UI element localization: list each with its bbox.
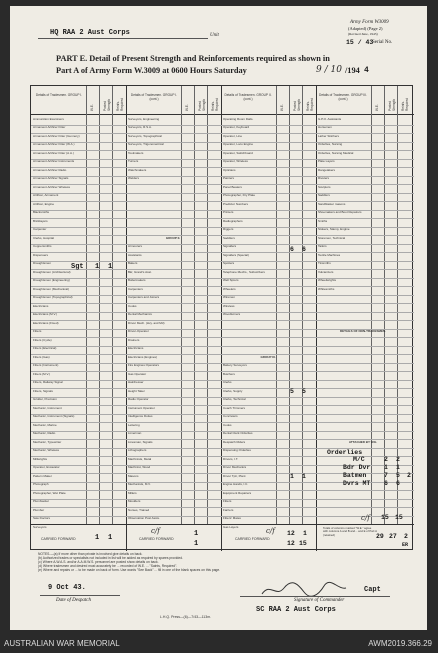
form-note: (Revised June, 1943) [348, 32, 378, 36]
clerks-strength: 5 [302, 388, 306, 395]
trade-row-label: Saddlers [223, 236, 235, 240]
trade-row-label: Wheelers [223, 287, 236, 291]
strength-table [30, 85, 413, 550]
trade-row-label: Mechanic, Radio [33, 432, 56, 435]
trade-row-label: Observation Post Assts. [128, 517, 160, 520]
orderlies-label: Orderlies [327, 449, 363, 456]
year-label: /194 [345, 66, 360, 75]
archive-name: AUSTRALIAN WAR MEMORIAL [4, 639, 120, 648]
totals-note: Totals of columns marked "W.E." agree with columns A and B and... and E of Part A (retained) [323, 526, 377, 537]
trade-row-label: Moulders [128, 500, 141, 503]
trade-row-label: Driver-Operator [128, 330, 149, 333]
trade-row-label: Plumber [33, 508, 45, 512]
trade-row-label: Saddlers [318, 194, 330, 197]
despatch-date: 9 Oct 43. [48, 584, 86, 592]
trade-row-label: Dental Mechanics [128, 313, 152, 316]
cf-strength: 15 [395, 514, 403, 521]
trade-row-label: Assistants [128, 253, 142, 257]
trade-row-label: Panel Beaters [223, 185, 242, 189]
trade-row-label: Telephone Mechs., Subscribers [223, 270, 265, 274]
unit-stamp: SC RAA 2 Aust Corps [256, 606, 336, 614]
draughtsmen-strength: 1 [108, 263, 113, 271]
cf1-strength: 1 [108, 534, 113, 542]
carried-forward-2: CARRIED FORWARD [139, 537, 174, 541]
trade-row-label: Clerks [223, 381, 232, 384]
trade-row-label: Electricians [128, 347, 144, 350]
unit-value: HQ RAA 2 Aust Corps [50, 29, 130, 37]
trade-row-label: Cooks [223, 423, 232, 427]
trade-row-label: Orderlies, Nursing [318, 143, 343, 146]
trade-row-label: Engine Hands, I.C. [223, 483, 249, 486]
trade-row-label: Cooks [128, 304, 137, 308]
trade-row-label: Surveyors, Topographical [128, 134, 162, 138]
dvrs-mt-strength: 6 [396, 480, 400, 487]
trade-row-label: Lettering [128, 423, 140, 427]
trade-row-label: Fitters (Gas) [33, 355, 50, 359]
batmen-reinf: 2 [407, 472, 411, 479]
trade-row-label: Vulcanizers [318, 270, 334, 274]
trade-row-label: Drivers, I.T. [223, 457, 239, 461]
trade-row-label: Armament Artificer Signals [33, 177, 69, 180]
trade-row-label: Gas Layers [223, 525, 239, 529]
trade-row-label: Nurses, Trained [128, 508, 150, 512]
cf3-hand: c/f [266, 527, 275, 535]
driver-mech-strength: 1 [302, 473, 306, 480]
cf3-strength: 12 [287, 540, 295, 547]
trade-row-label: Instrument Operator [128, 406, 155, 410]
carried-forward-1: CARRIED FORWARD [41, 537, 76, 541]
trade-row-label: Operator, Keyboard [223, 126, 250, 129]
printer-line: L.H.Q. Press—(6)—7/43—113m. [160, 615, 212, 619]
subheader-reinf: Reinfs. Required [306, 98, 314, 111]
trade-row-label: Plumbsetter [33, 500, 50, 503]
note-line: (c) Where A.W.A.S. and/or A.A.M.W.S. personnel are posted show details on back. [38, 560, 159, 564]
subheader-strength: Posted Strength [388, 98, 396, 111]
trade-row-label: Fitters' Mates [223, 517, 241, 520]
trade-row-label: Photographer, Wet Plate [33, 491, 66, 495]
trade-row-label: G.P.O. Assistants [318, 117, 342, 121]
draughtsmen-we: 1 [95, 263, 100, 271]
trade-row-label: GROUP III. [260, 355, 276, 359]
trade-row-label: Photographer, Dry Plate [223, 194, 256, 197]
trade-row-label: Driver Mech. (Hvy. and Md) [128, 321, 165, 325]
orderlies-sub: M/C [353, 456, 365, 463]
commander-rank: Capt [364, 586, 381, 594]
totals-strength: 27 [389, 533, 397, 540]
draughtsmen-rank: Sgt [71, 263, 84, 271]
trade-row-label: Draughtsmen (Topographical) [33, 296, 73, 299]
signature-label: Signature of Commander [294, 598, 345, 603]
batmen-strength: 5 [396, 472, 400, 479]
cf3-we: 12 [287, 530, 295, 537]
trade-row-label: Smiths [318, 219, 328, 223]
signallers-we: 6 [290, 246, 294, 253]
trade-row-label: Fitters [223, 500, 232, 503]
trade-row-label: Electricians (M.V.) [33, 313, 58, 316]
trade-row-label: Fitters (Instrument) [33, 364, 59, 367]
trade-row-label: Lather Stitchers [318, 134, 340, 138]
trade-row-label: Blacksmiths [33, 211, 50, 214]
serial-value: 15 / 43 [346, 39, 374, 46]
totals-we: 29 [376, 533, 384, 540]
dvrs-mt-label: Dvrs MT [343, 480, 371, 487]
subheader-we: W.E. [280, 104, 284, 111]
form-ref: Army Form W3009 [350, 20, 389, 25]
trade-row-label: Bkr, Grand's Asst. [128, 270, 152, 274]
trade-row-label: Surveyors, Engineering [128, 117, 160, 121]
trade-row-label: Limerman [128, 432, 142, 435]
trade-row-label: Lithographers [128, 449, 147, 452]
trade-row-label: Printers [223, 211, 234, 214]
trade-row-label: Millers [128, 491, 137, 495]
orderlies-we: 2 [384, 456, 388, 463]
trade-row-label: Textile Machines [318, 253, 341, 257]
signallers-strength: 6 [302, 246, 306, 253]
subheader-reinf: Reinfs. Required [211, 98, 219, 111]
trade-row-label: Operator, Loco Engine [223, 143, 254, 146]
trade-row-label: Saw Doctors [33, 517, 51, 520]
trade-row-label: Drainers [128, 338, 140, 342]
batmen-we: 7 [384, 472, 388, 479]
trade-row-label: Carpenter [33, 228, 47, 231]
trade-row-label: Plate Layers [318, 160, 335, 163]
trade-row-label: Watchmakers [128, 168, 147, 172]
col3-title: Details of Tradesmen. GROUP II. (cont.) [224, 93, 272, 101]
archive-footer [0, 633, 438, 653]
trade-row-label: Armament Artificer Instruments [33, 160, 75, 163]
trade-row-label: Masons [128, 474, 139, 478]
trade-row-label: Battery Surveyors [223, 364, 247, 367]
carried-forward-3: CARRIED FORWARD [235, 537, 270, 541]
trade-row-label: Electricians (Engines) [128, 355, 158, 359]
trade-row-label: Orderlies, Nursing Medical [318, 151, 354, 155]
trade-row-label: Armourers [128, 245, 143, 248]
trade-row-label: Electricians (Fixed) [33, 321, 59, 325]
trade-row-label: Wiremen [223, 296, 236, 299]
trade-row-label: Height Taker [128, 389, 145, 393]
trade-row-label: Millwrights [33, 457, 48, 461]
trade-row-label: Mechanic, Marine [33, 423, 57, 427]
trade-row-label: Fitters (Electrical) [33, 347, 57, 350]
trade-row-label: Toolmakers [128, 151, 144, 155]
cf2-we: 1 [194, 530, 199, 538]
subheader-we: W.E. [375, 104, 379, 111]
bdr-dvr-label: Bdr Dvr [343, 464, 371, 471]
trade-row-label: Whitesmiths [318, 287, 335, 291]
trade-row-label: Farriers [223, 508, 234, 512]
trade-row-label: Tinsmiths [318, 262, 331, 265]
trade-row-label: Rangetakers [318, 168, 336, 172]
col2-title: Details of Tradesmen. GROUP I. (cont.) [130, 93, 178, 101]
commander-signature [260, 580, 350, 600]
trade-row-label: Butchers [223, 372, 235, 376]
trade-row-label: Clerks, Hospital [33, 236, 55, 240]
trade-row-label: Shoemakers and Boot Repairers [318, 211, 362, 214]
trade-row-label: Surveyors [33, 525, 47, 529]
trade-row-label: Storemen, Technical [318, 236, 346, 240]
trade-row-label: Welders [128, 177, 139, 180]
trade-row-label: Artificer, Engine [33, 202, 55, 206]
note-line: (b) Authorized trades or specialists not included in list will be added as required by spares provided. [38, 556, 183, 560]
trade-row-label: Draughtsmen (Architectural) [33, 270, 71, 274]
trade-row-label: Electricians [33, 304, 49, 308]
trade-row-label: Wheelwrights [318, 279, 337, 282]
trade-row-label: Riggers [223, 228, 234, 231]
trade-row-label: Machinist, Wood [128, 466, 151, 469]
trade-row-label: ATTACHED BY W.E. [348, 440, 378, 444]
subheader-strength: Posted Strength [198, 98, 206, 111]
trade-row-label: Photograph [33, 483, 49, 486]
serial-label: Serial No. [372, 40, 393, 45]
trade-row-label: Surveyors, Trigonometrical [128, 143, 164, 146]
trade-row-label: Linesman, Signals [128, 440, 153, 444]
trade-row-label: Machinists, Metal [128, 457, 152, 461]
trade-row-label: Armament Artificer Fitter (W.A.) [33, 143, 75, 146]
trade-row-label: Despatch Riders [223, 440, 246, 444]
trade-row-label: Armament Artificer Fitter [33, 126, 66, 129]
bdr-dvr-strength: 1 [396, 464, 400, 471]
trade-row-label: Ammunition Examiners [33, 117, 64, 121]
trade-row-label: Well Sprers [223, 279, 239, 282]
trade-row-label: Coppersmiths [33, 245, 52, 248]
trade-row-label: Operator, Switchboard [223, 151, 253, 155]
trade-row-label: Draughtsmen (Engineering) [33, 279, 70, 282]
trade-row-label: Equipment Repairers [223, 491, 252, 495]
date-value: 9 / 10 [316, 65, 342, 75]
trade-row-label: Gas Operator [128, 372, 147, 376]
trade-row-label: Bricklayers [33, 219, 48, 223]
trade-row-label: Spotters [223, 262, 235, 265]
trade-row-label: Bakers [128, 262, 138, 265]
form-page [10, 6, 427, 630]
totals-reinf: 2 [404, 533, 408, 540]
trade-row-label: Mechanists, M.V. [128, 483, 151, 486]
trade-row-label: Fitters [33, 330, 42, 333]
trade-row-label: Driver Mechanics [223, 466, 247, 469]
form-adapted: (Adapted) (Page 2) [348, 26, 383, 31]
trade-row-label: Operating Room Dails. [223, 117, 254, 121]
trade-row-label: Mechanic, Wireless [33, 449, 60, 452]
trade-row-label: Operator, Excavator [33, 466, 60, 469]
trade-row-label: Radiographers [223, 219, 243, 223]
trade-row-label: Fitters (Cycle) [33, 338, 52, 342]
trade-row-label: Fitters (M.V.) [33, 372, 51, 376]
orderlies-strength: 2 [396, 456, 400, 463]
trade-row-label: Radio Operator [128, 398, 149, 401]
trade-row-label: Mechanic, Instrument [33, 406, 62, 410]
despatch-label: Date of Despatch [56, 598, 91, 603]
trade-row-label: Driver Tptr, Plant [223, 474, 246, 478]
trade-row-label: Wireless [223, 304, 235, 308]
trade-row-label: Carpenters [128, 287, 143, 291]
trade-row-label: Pattern Maker [33, 474, 52, 478]
trade-row-label: Carpenters and Joiners [128, 296, 160, 299]
bdr-dvr-we: 1 [384, 464, 388, 471]
clerks-we: 5 [290, 388, 294, 395]
trade-row-label: Sculptors [318, 185, 331, 189]
trade-row-label: Opticians [223, 168, 236, 172]
subheader-strength: Posted Strength [293, 98, 301, 111]
dvrs-mt-we: 6 [384, 480, 388, 487]
cf3-reinf: 1 [303, 530, 307, 537]
trade-row-label: Dental Clerk Orderlies [223, 432, 253, 435]
trade-row-label: DETAILS OF NON-TRADESMEN. [340, 330, 386, 333]
note-line: NOTES.—(a) If more other than private is involved give details on back. [38, 552, 143, 556]
trade-row-label: Armament Artificer Radio [33, 168, 67, 172]
trade-row-label: Draughtsmen [33, 262, 52, 265]
trade-row-label: GROUP II. [165, 236, 181, 240]
trade-row-label: Dispensing Orderlies [223, 449, 251, 452]
cf1-we: 1 [95, 534, 100, 542]
cf-hand-label: c/f [361, 514, 370, 522]
trade-row-label: Fitters, Signals [33, 389, 53, 393]
trade-row-label: Predictor Numbers [223, 202, 249, 206]
trade-row-label: Hairdresser [128, 381, 144, 384]
trade-row-label: Fire Engines Operators [128, 364, 160, 367]
subheader-we: W.E. [90, 104, 94, 111]
col4-title: Details of Tradesmen. GROUP III. (cont.) [319, 93, 367, 101]
trade-row-label: Clerks, Technical [223, 398, 246, 401]
cf3-we2: 15 [299, 540, 307, 547]
trade-row-label: Armament Artificer Fitter (Gunnery) [33, 134, 80, 138]
trade-row-label: Dispensers [33, 253, 49, 257]
trade-row-label: Signallers (Special) [223, 253, 249, 257]
trade-row-label: Artificer, Armament [33, 194, 59, 197]
col1-title: Details of Tradesmen. GROUP I. [35, 93, 83, 97]
trade-row-label: Coach Trimmers [223, 406, 246, 410]
cf2-strength: 1 [194, 540, 199, 548]
trade-row-label: Gridder, Precision [33, 398, 57, 401]
trade-row-label: Turners [128, 160, 139, 163]
trade-row-label: Mechanic, Typewriter [33, 440, 62, 444]
trade-row-label: Fitters, Railway Signal [33, 381, 63, 384]
trade-row-label: Sandblaster masons [318, 202, 346, 206]
unit-label: Unit [210, 33, 219, 38]
totals-extra: ER [402, 542, 409, 548]
trade-row-label: Armament Artificer Wireless [33, 185, 71, 189]
trade-row-label: Mechanic, Instrument (Signals) [33, 415, 75, 418]
driver-mech-we: 1 [290, 473, 294, 480]
subheader-strength: Posted Strength [103, 98, 111, 111]
trade-row-label: Draughtsmen (Mechanical) [33, 287, 70, 291]
trade-row-label: Painters [223, 177, 235, 180]
batmen-label: Batmen [343, 472, 367, 479]
cf2-hand: c/f [151, 527, 160, 535]
subheader-we: W.E. [185, 104, 189, 111]
trade-row-label: Operator, Wireless [223, 160, 248, 163]
trade-row-label: Operator, Line [223, 134, 243, 138]
trade-row-label: Woodturners [223, 313, 241, 316]
trade-row-label: Tailors [318, 245, 327, 248]
trade-row-label: Boilermakers [128, 279, 146, 282]
trade-row-label: Surveyors, R.S.A. [128, 126, 152, 129]
archive-ref: AWM2019.366.29 [368, 639, 432, 648]
trade-row-label: Riveters [318, 177, 330, 180]
trade-row-label: Clerks, Supply [223, 389, 243, 393]
notes-block [38, 552, 408, 572]
trade-row-label: Stokers, Stamp, Engine [318, 228, 350, 231]
cf-we: 15 [381, 514, 389, 521]
subheader-reinf: Reinfs. Required [401, 98, 409, 111]
year-digit: 4 [364, 66, 369, 75]
note-line: (e) Where and repairs or ... to be made on back of form. Use words "See Back" ... fill in one of the blank spaces on this page. [38, 568, 221, 572]
trade-row-label: Intelligence Duties [128, 415, 153, 418]
trade-row-label: Armament Artificer Fitter (A.A.) [33, 151, 74, 155]
note-line: (d) Where tradesmen and desired must accurately be ... recorded of W.E. ... "Saints, Required". [38, 564, 178, 568]
subheader-reinf: Reinfs. Required [116, 98, 124, 111]
trade-row-label: Signallers [223, 245, 237, 248]
trade-row-label: Concreters [223, 415, 238, 418]
trade-row-label: Horsemen [318, 126, 332, 129]
title-line-1: PART E. Detail of Present Strength and Reinforcements required as shown in [56, 54, 330, 63]
title-line-2: Part A of Army Form W.3009 at 0600 Hours Saturday [56, 66, 247, 75]
